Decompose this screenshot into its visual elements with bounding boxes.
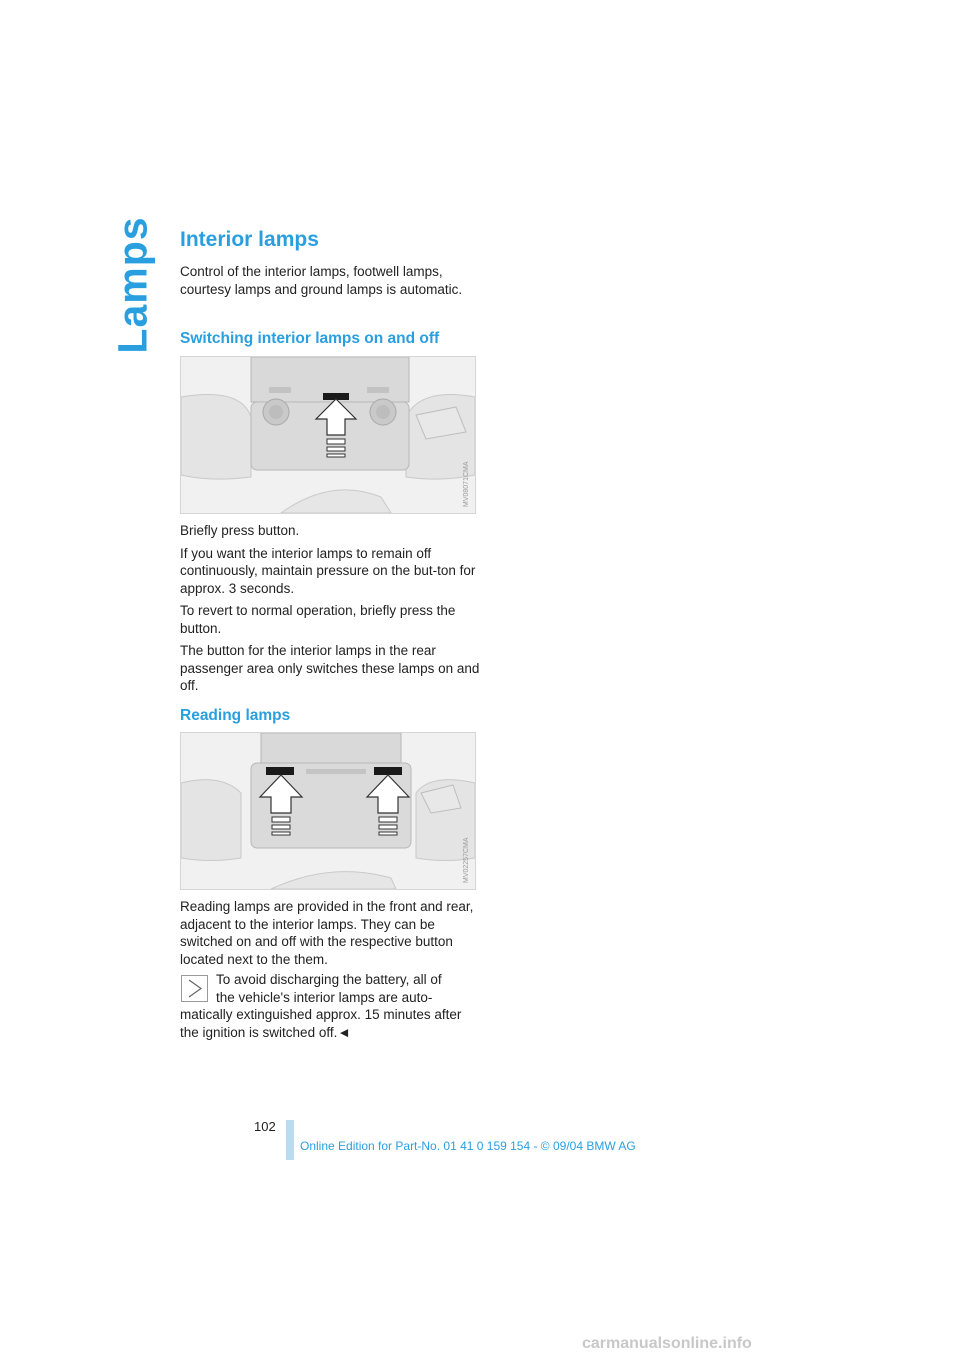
switching-text: Briefly press button. If you want the interior lamps to remain off continuously, maintain pressure on the but-ton for approx. 3 seconds. To revert to normal operation, briefly press the button. The button for the interior lamps in the rear passenger area only switches these lamps on and off. bbox=[180, 523, 480, 693]
reading-lamp-illustration bbox=[181, 733, 475, 889]
figure-code: MV08071CMA bbox=[463, 461, 470, 507]
reading-lamp-figure bbox=[180, 732, 476, 890]
switching-heading: Switching interior lamps on and off bbox=[180, 330, 440, 347]
reading-text: Reading lamps are provided in the front and rear, adjacent to the interior lamps. They can be switched on and off with the respective button located next to the them. bbox=[180, 899, 474, 967]
figure-code: MV02257CMA bbox=[463, 837, 470, 883]
note-icon bbox=[181, 975, 208, 1002]
note-rest: matically extinguished approx. 15 minutes after the ignition is switched off.◄ bbox=[180, 1007, 462, 1040]
footer-bar bbox=[286, 1120, 294, 1160]
intro-text: Control of the interior lamps, footwell lamps, courtesy lamps and ground lamps is automatic. bbox=[180, 264, 463, 297]
side-section-title: Lamps bbox=[109, 216, 156, 354]
footer-edition: Online Edition for Part-No. 01 41 0 159 154 - © 09/04 BMW AG bbox=[300, 1139, 636, 1153]
note-first-lines: To avoid discharging the battery, all of the vehicle's interior lamps are auto- bbox=[216, 972, 442, 1005]
interior-lamp-figure bbox=[180, 356, 476, 514]
watermark-logo: carmanualsonline.info bbox=[582, 1335, 752, 1352]
section-title: Interior lamps bbox=[180, 228, 319, 251]
interior-lamp-illustration bbox=[181, 357, 475, 513]
reading-heading: Reading lamps bbox=[180, 707, 291, 724]
page-number: 102 bbox=[254, 1119, 276, 1134]
